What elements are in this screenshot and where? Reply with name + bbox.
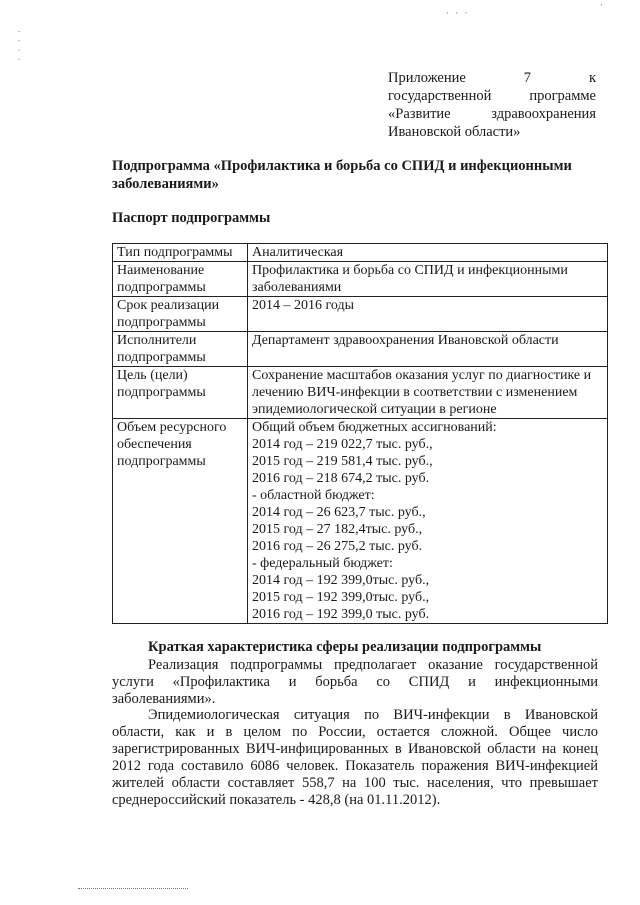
passport-table — [112, 243, 608, 624]
appendix-word: «Развитие — [388, 106, 451, 122]
funding-line: 2015 год – 27 182,4тыс. руб., — [252, 522, 423, 537]
row-value: Сохранение масштабов оказания услуг по диагностике и лечению ВИЧ-инфекции в соответствии с изменением эпидемиологической ситуации в регионе — [248, 367, 608, 419]
funding-line: - областной бюджет: — [252, 488, 375, 503]
row-value: 2014 – 2016 годы — [248, 297, 608, 332]
appendix-word: Приложение — [388, 70, 466, 86]
funding-line: 2015 год – 219 581,4 тыс. руб., — [252, 454, 433, 469]
passport-title: Паспорт подпрограммы — [112, 210, 271, 226]
appendix-note — [388, 69, 596, 141]
appendix-number: 7 — [523, 70, 532, 86]
table-row — [113, 297, 608, 332]
appendix-word: государственной — [388, 88, 492, 104]
row-label: Срок реализации подпрограммы — [113, 297, 248, 332]
paragraph: Реализация подпрограммы предполагает оказание государственной услуги «Профилактика и борьба со СПИД и инфекционными заболеваниями». — [112, 657, 598, 707]
table-row — [113, 367, 608, 419]
scan-artifact: · · · — [446, 8, 470, 18]
funding-line: 2016 год – 192 399,0 тыс. руб. — [252, 607, 430, 622]
funding-line: - федеральный бюджет: — [252, 556, 393, 571]
scan-artifact-line — [78, 888, 188, 889]
row-value — [248, 419, 608, 624]
section-title: Краткая характеристика сферы реализации подпрограммы — [148, 639, 542, 655]
appendix-word: Ивановской области» — [388, 124, 521, 140]
table-row — [113, 419, 608, 624]
row-label: Цель (цели) подпрограммы — [113, 367, 248, 419]
scan-artifact: · · · · — [14, 30, 24, 63]
funding-line: 2014 год – 192 399,0тыс. руб., — [252, 573, 430, 588]
funding-line: 2016 год – 26 275,2 тыс. руб. — [252, 539, 423, 554]
row-label: Тип подпрограммы — [113, 244, 248, 262]
funding-line: 2015 год – 192 399,0тыс. руб., — [252, 590, 430, 605]
row-label: Наименование подпрограммы — [113, 262, 248, 297]
funding-line: 2016 год – 218 674,2 тыс. руб. — [252, 471, 430, 486]
funding-line: Общий объем бюджетных ассигнований: — [252, 420, 497, 435]
subprogram-title: Подпрограмма «Профилактика и борьба со СПИД и инфекционными заболеваниями» — [112, 158, 572, 192]
table-row — [113, 244, 608, 262]
row-label: Исполнители подпрограммы — [113, 332, 248, 367]
table-row — [113, 332, 608, 367]
row-value: Профилактика и борьба со СПИД и инфекционными заболеваниями — [248, 262, 608, 297]
row-value: Аналитическая — [248, 244, 608, 262]
scan-artifact: · — [600, 0, 605, 10]
row-label: Объем ресурсного обеспечения подпрограммы — [113, 419, 248, 624]
paragraph: Эпидемиологическая ситуация по ВИЧ-инфекции в Ивановской области, как и в целом по России, остается сложной. Общее число зарегистрированных ВИЧ-инфицированных в Ивановской области на конец 2012 года составило 6086 человек. Показатель поражения ВИЧ-инфекцией жителей области составляет 558,7 на 100 тыс. населения, что превышает среднероссийский показатель - 428,8 (на 01.11.2012). — [112, 707, 598, 808]
funding-line: 2014 год – 219 022,7 тыс. руб., — [252, 437, 433, 452]
table-row — [113, 262, 608, 297]
appendix-word: программе — [529, 88, 596, 104]
appendix-word: к — [588, 70, 596, 86]
row-value: Департамент здравоохранения Ивановской области — [248, 332, 608, 367]
appendix-word: здравоохранения — [491, 106, 596, 122]
funding-line: 2014 год – 26 623,7 тыс. руб., — [252, 505, 426, 520]
